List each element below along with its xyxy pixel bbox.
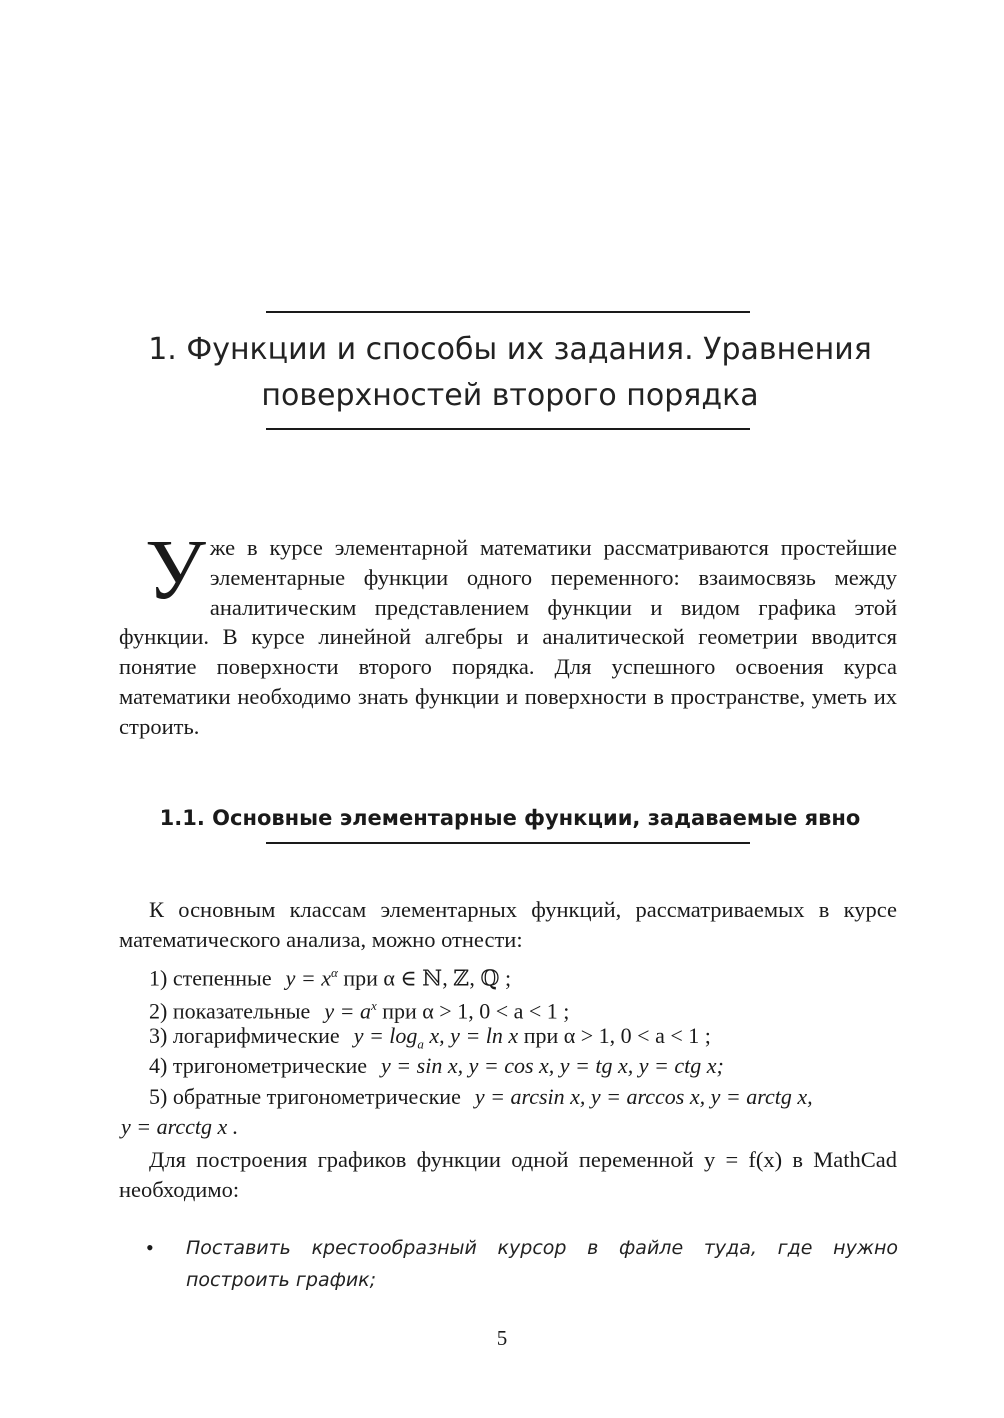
item-formula: y = arcsin x, y = arccos x, y = arctg x, bbox=[474, 1084, 813, 1109]
intro-text: же в курсе элементарной математики рассматриваются простейшие элементарные функции одного переменного: взаимосвязь между аналитическим представлением функции и видом графика этой функции. В курсе линейной алгебры и аналитической геометрии вводится понятие поверхности второго порядка. Для успешного освоения курса математики необходимо знать функции и поверхности в пространстве, уметь их строить. bbox=[119, 535, 897, 739]
item-formula: y = log bbox=[353, 1023, 418, 1048]
dropcap-letter: У bbox=[145, 521, 206, 617]
page-number: 5 bbox=[496, 1326, 508, 1350]
section-title: 1.1. Основные элементарные функции, задаваемые явно bbox=[159, 806, 861, 830]
item-condition: при α > 1, 0 < a < 1 ; bbox=[382, 998, 570, 1024]
bullet-text: Поставить крестообразный курсор в файле туда, где нужно построить график; bbox=[186, 1237, 898, 1291]
lead-paragraph: К основным классам элементарных функций, рассматриваемых в курсе математического анализа, можно отнести: bbox=[119, 897, 897, 952]
item-sup: x bbox=[370, 998, 377, 1013]
list-item-power bbox=[149, 958, 897, 993]
item-label: 5) обратные тригонометрические bbox=[149, 1084, 461, 1109]
item-condition: при α > 1, 0 < a < 1 ; bbox=[523, 1023, 711, 1048]
list-item-inverse-trig-cont bbox=[121, 1112, 869, 1142]
item-formula: y = sin x, y = cos x, y = tg x, y = ctg x; bbox=[381, 1053, 724, 1078]
chapter-top-rule bbox=[266, 311, 750, 313]
item-formula-cont: x, y = ln x bbox=[429, 1023, 519, 1048]
item-sub: a bbox=[417, 1036, 424, 1052]
section-bottom-rule bbox=[266, 842, 750, 844]
list-item-inverse-trig bbox=[149, 1082, 897, 1112]
intro-paragraph bbox=[119, 521, 897, 742]
item-label: 4) тригонометрические bbox=[149, 1053, 368, 1078]
item-label: 2) показательные bbox=[149, 998, 311, 1024]
item-formula: y = x bbox=[285, 965, 331, 991]
graph-paragraph: Для построения графиков функции одной переменной y = f(x) в MathCad необходимо: bbox=[119, 1147, 897, 1202]
chapter-bottom-rule bbox=[266, 428, 750, 430]
item-formula: y = arcctg x . bbox=[121, 1114, 239, 1139]
item-label: 1) степенные bbox=[149, 965, 272, 991]
list-item-trigonometric bbox=[149, 1051, 897, 1081]
item-formula: y = a bbox=[324, 998, 371, 1024]
bullet-icon: • bbox=[146, 1235, 154, 1260]
item-sup: α bbox=[330, 965, 338, 980]
chapter-title-line1: 1. Функции и способы их задания. Уравнения bbox=[148, 332, 872, 367]
item-condition: при α ∈ ℕ, ℤ, ℚ ; bbox=[343, 965, 512, 991]
item-label: 3) логарифмические bbox=[149, 1023, 340, 1048]
chapter-title-line2: поверхностей второго порядка bbox=[261, 378, 759, 413]
